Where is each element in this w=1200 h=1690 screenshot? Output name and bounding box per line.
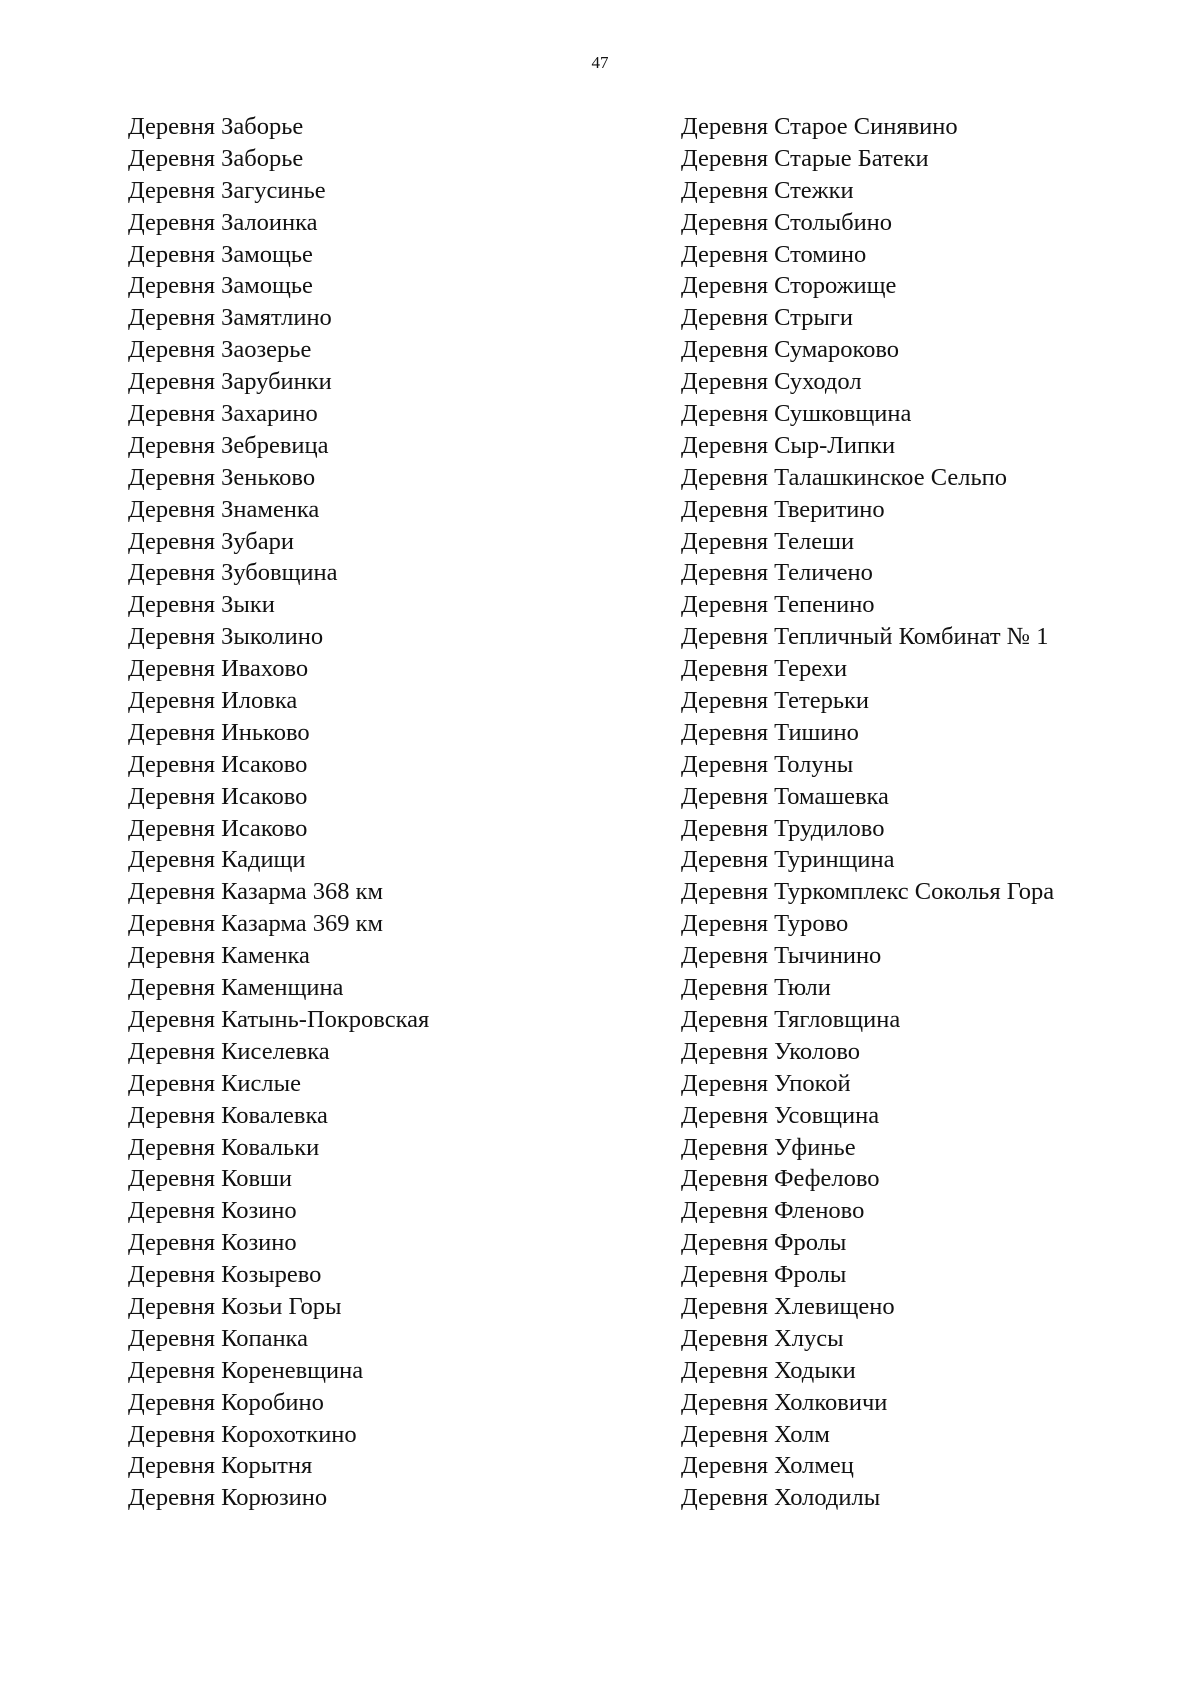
list-item: Деревня Зеньково bbox=[128, 463, 316, 491]
list-item: Деревня Замощье bbox=[128, 272, 313, 300]
list-item: Деревня Залоинка bbox=[128, 208, 318, 236]
list-item: Деревня Холмец bbox=[681, 1452, 854, 1480]
list-item: Деревня Турово bbox=[681, 910, 849, 938]
right-column-list bbox=[681, 111, 1181, 1514]
list-item: Деревня Тягловщина bbox=[681, 1005, 901, 1033]
list-item: Деревня Козьи Горы bbox=[128, 1292, 342, 1320]
list-item: Деревня Тепличный Комбинат № 1 bbox=[681, 623, 1049, 651]
list-item: Деревня Козырево bbox=[128, 1261, 322, 1289]
list-item: Деревня Стрыги bbox=[681, 304, 853, 332]
list-item: Деревня Кореневщина bbox=[128, 1356, 364, 1384]
list-item: Деревня Каменщина bbox=[128, 974, 344, 1002]
list-item: Деревня Холодилы bbox=[681, 1484, 881, 1512]
list-item: Деревня Туринщина bbox=[681, 846, 895, 874]
list-item: Деревня Зубовщина bbox=[128, 559, 338, 587]
list-item: Деревня Уфинье bbox=[681, 1133, 856, 1161]
list-item: Деревня Тверитино bbox=[681, 495, 885, 523]
list-item: Деревня Тюли bbox=[681, 974, 831, 1002]
list-item: Деревня Томашевка bbox=[681, 782, 889, 810]
list-item: Деревня Фролы bbox=[681, 1229, 847, 1257]
list-item: Деревня Каменка bbox=[128, 942, 310, 970]
list-item: Деревня Копанка bbox=[128, 1324, 308, 1352]
list-item: Деревня Талашкинское Сельпо bbox=[681, 463, 1007, 491]
list-item: Деревня Старое Синявино bbox=[681, 113, 958, 140]
list-item: Деревня Ковалевка bbox=[128, 1101, 328, 1129]
list-item: Деревня Терехи bbox=[681, 655, 848, 683]
list-item: Деревня Замятлино bbox=[128, 304, 332, 332]
list-item: Деревня Коробино bbox=[128, 1388, 324, 1416]
list-item: Деревня Холм bbox=[681, 1420, 830, 1448]
list-item: Деревня Фленово bbox=[681, 1197, 865, 1225]
list-item: Деревня Ходыки bbox=[681, 1356, 856, 1384]
list-item: Деревня Хлусы bbox=[681, 1324, 844, 1352]
list-item: Деревня Суходол bbox=[681, 368, 862, 396]
list-item: Деревня Трудилово bbox=[681, 814, 885, 842]
list-item: Деревня Тетерьки bbox=[681, 687, 870, 715]
list-item: Деревня Заборье bbox=[128, 144, 304, 172]
list-item: Деревня Тишино bbox=[681, 718, 859, 746]
list-item: Деревня Теличено bbox=[681, 559, 873, 587]
list-item: Деревня Корытня bbox=[128, 1452, 313, 1480]
list-item: Деревня Кадищи bbox=[128, 846, 306, 874]
list-item: Деревня Телеши bbox=[681, 527, 855, 555]
list-item: Деревня Заборье bbox=[128, 113, 304, 140]
list-item: Деревня Ивахово bbox=[128, 655, 309, 683]
list-item: Деревня Зыки bbox=[128, 591, 275, 619]
list-item: Деревня Киселевка bbox=[128, 1037, 330, 1065]
list-item: Деревня Корюзино bbox=[128, 1484, 328, 1512]
list-item: Деревня Толуны bbox=[681, 750, 854, 778]
list-item: Деревня Иловка bbox=[128, 687, 298, 715]
list-item: Деревня Холковичи bbox=[681, 1388, 888, 1416]
list-item: Деревня Тычинино bbox=[681, 942, 882, 970]
list-item: Деревня Казарма 368 км bbox=[128, 878, 384, 906]
list-item: Деревня Хлевищено bbox=[681, 1292, 895, 1320]
left-column-list bbox=[128, 111, 648, 1514]
list-item: Деревня Сумароково bbox=[681, 336, 900, 364]
list-item: Деревня Казарма 369 км bbox=[128, 910, 384, 938]
list-item: Деревня Заозерье bbox=[128, 336, 312, 364]
list-item: Деревня Исаково bbox=[128, 782, 308, 810]
list-item: Деревня Козино bbox=[128, 1229, 297, 1257]
list-item: Деревня Захарино bbox=[128, 400, 318, 428]
list-item: Деревня Фефелово bbox=[681, 1165, 880, 1193]
list-item: Деревня Иньково bbox=[128, 718, 310, 746]
list-item: Деревня Стежки bbox=[681, 176, 854, 204]
list-item: Деревня Козино bbox=[128, 1197, 297, 1225]
list-item: Деревня Зарубинки bbox=[128, 368, 332, 396]
list-item: Деревня Исаково bbox=[128, 814, 308, 842]
list-item: Деревня Усовщина bbox=[681, 1101, 880, 1129]
list-item: Деревня Упокой bbox=[681, 1069, 851, 1097]
list-item: Деревня Замощье bbox=[128, 240, 313, 268]
list-item: Деревня Стомино bbox=[681, 240, 867, 268]
list-item: Деревня Зыколино bbox=[128, 623, 324, 651]
list-item: Деревня Знаменка bbox=[128, 495, 320, 523]
list-item: Деревня Зубари bbox=[128, 527, 294, 555]
list-item: Деревня Ковши bbox=[128, 1165, 292, 1193]
page-number: 47 bbox=[591, 53, 609, 72]
list-item: Деревня Загусинье bbox=[128, 176, 326, 204]
list-item: Деревня Сушковщина bbox=[681, 400, 912, 428]
list-item: Деревня Корохоткино bbox=[128, 1420, 357, 1448]
list-item: Деревня Столыбино bbox=[681, 208, 893, 236]
list-item: Деревня Фролы bbox=[681, 1261, 847, 1289]
list-item: Деревня Сторожище bbox=[681, 272, 897, 300]
list-item: Деревня Старые Батеки bbox=[681, 144, 929, 172]
list-item: Деревня Кислые bbox=[128, 1069, 301, 1097]
list-item: Деревня Туркомплекс Соколья Гора bbox=[681, 878, 1055, 906]
list-item: Деревня Ковальки bbox=[128, 1133, 320, 1161]
list-item: Деревня Катынь-Покровская bbox=[128, 1005, 430, 1033]
list-item: Деревня Уколово bbox=[681, 1037, 860, 1065]
list-item: Деревня Тепенино bbox=[681, 591, 875, 619]
list-item: Деревня Зебревица bbox=[128, 431, 329, 459]
list-item: Деревня Исаково bbox=[128, 750, 308, 778]
list-item: Деревня Сыр-Липки bbox=[681, 431, 896, 459]
